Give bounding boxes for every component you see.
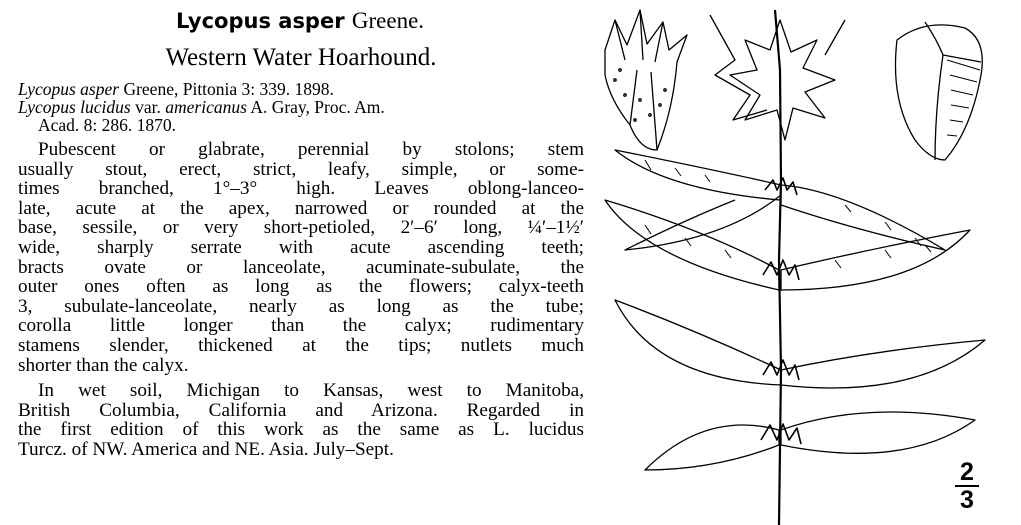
- scale-fraction: [952, 460, 982, 512]
- description_lines-line: late, acute at the apex, narrowed or rounded at the: [18, 197, 584, 219]
- habitat_lines-line: the first edition of this work as the same as L. lucidus: [18, 419, 584, 441]
- citation-1: [18, 80, 584, 98]
- description_lines-line: base, sessile, or very short-petioled, 2′–6′ long, ¼′–1½′: [18, 217, 584, 239]
- citation-1-ref: Greene, Pittonia 3: 339. 1898.: [119, 79, 334, 99]
- description_lines-line: outer ones often as long as the flowers; calyx-teeth: [18, 276, 584, 298]
- habitat_lines-line: In wet soil, Michigan to Kansas, west to Manitoba,: [38, 380, 584, 402]
- nutlet-detail: [895, 22, 982, 160]
- citation-2-name: Lycopus lucidus: [18, 97, 131, 117]
- species-name: Lycopus asper: [175, 9, 345, 33]
- common-name: Western Water Hoarhound.: [165, 44, 437, 71]
- citation-2: [18, 98, 584, 134]
- description_lines-line: usually stout, erect, strict, leafy, simple, or some-: [18, 158, 584, 180]
- citation-2-cont: Acad. 8: 286. 1870.: [38, 115, 177, 135]
- scale-numerator: 2: [960, 458, 974, 486]
- citation-2-var: var.: [130, 97, 166, 117]
- description_lines-line: Pubescent or glabrate, perennial by stolons; stem: [38, 139, 584, 160]
- description_lines-line: stamens slender, thickened at the tips; nutlets much: [18, 334, 584, 356]
- description_lines-line: times branched, 1°–3° high. Leaves oblong-lanceo-: [18, 178, 584, 200]
- plant-illustration: [585, 0, 1021, 525]
- description_lines-line: corolla little longer than the calyx; rudimentary: [18, 315, 584, 337]
- citation-1-name: Lycopus asper: [18, 79, 120, 99]
- habitat_lines-line: Turcz. of NW. America and NE. Asia. July–Sept.: [18, 438, 394, 460]
- description_lines-line: bracts ovate or lanceolate, acuminate-subulate, the: [18, 256, 584, 278]
- description: [18, 140, 584, 375]
- citation-2-variety: americanus: [165, 97, 247, 117]
- habitat_lines-line: British Columbia, California and Arizona. Regarded in: [18, 399, 584, 421]
- description_lines-line: 3, subulate-lanceolate, nearly as long as the tube;: [18, 295, 584, 317]
- calyx-detail: [605, 10, 687, 150]
- species-title: [16, 6, 584, 36]
- scale-denominator: 3: [960, 486, 974, 514]
- description_lines-line: shorter than the calyx.: [18, 354, 189, 376]
- habitat: [18, 381, 584, 459]
- description_lines-line: wide, sharply serrate with acute ascending teeth;: [18, 236, 584, 258]
- citation-2-ref: A. Gray, Proc. Am.: [246, 97, 385, 117]
- leaves: [605, 150, 985, 470]
- text-column: [18, 6, 584, 460]
- species-author: Greene.: [351, 8, 425, 33]
